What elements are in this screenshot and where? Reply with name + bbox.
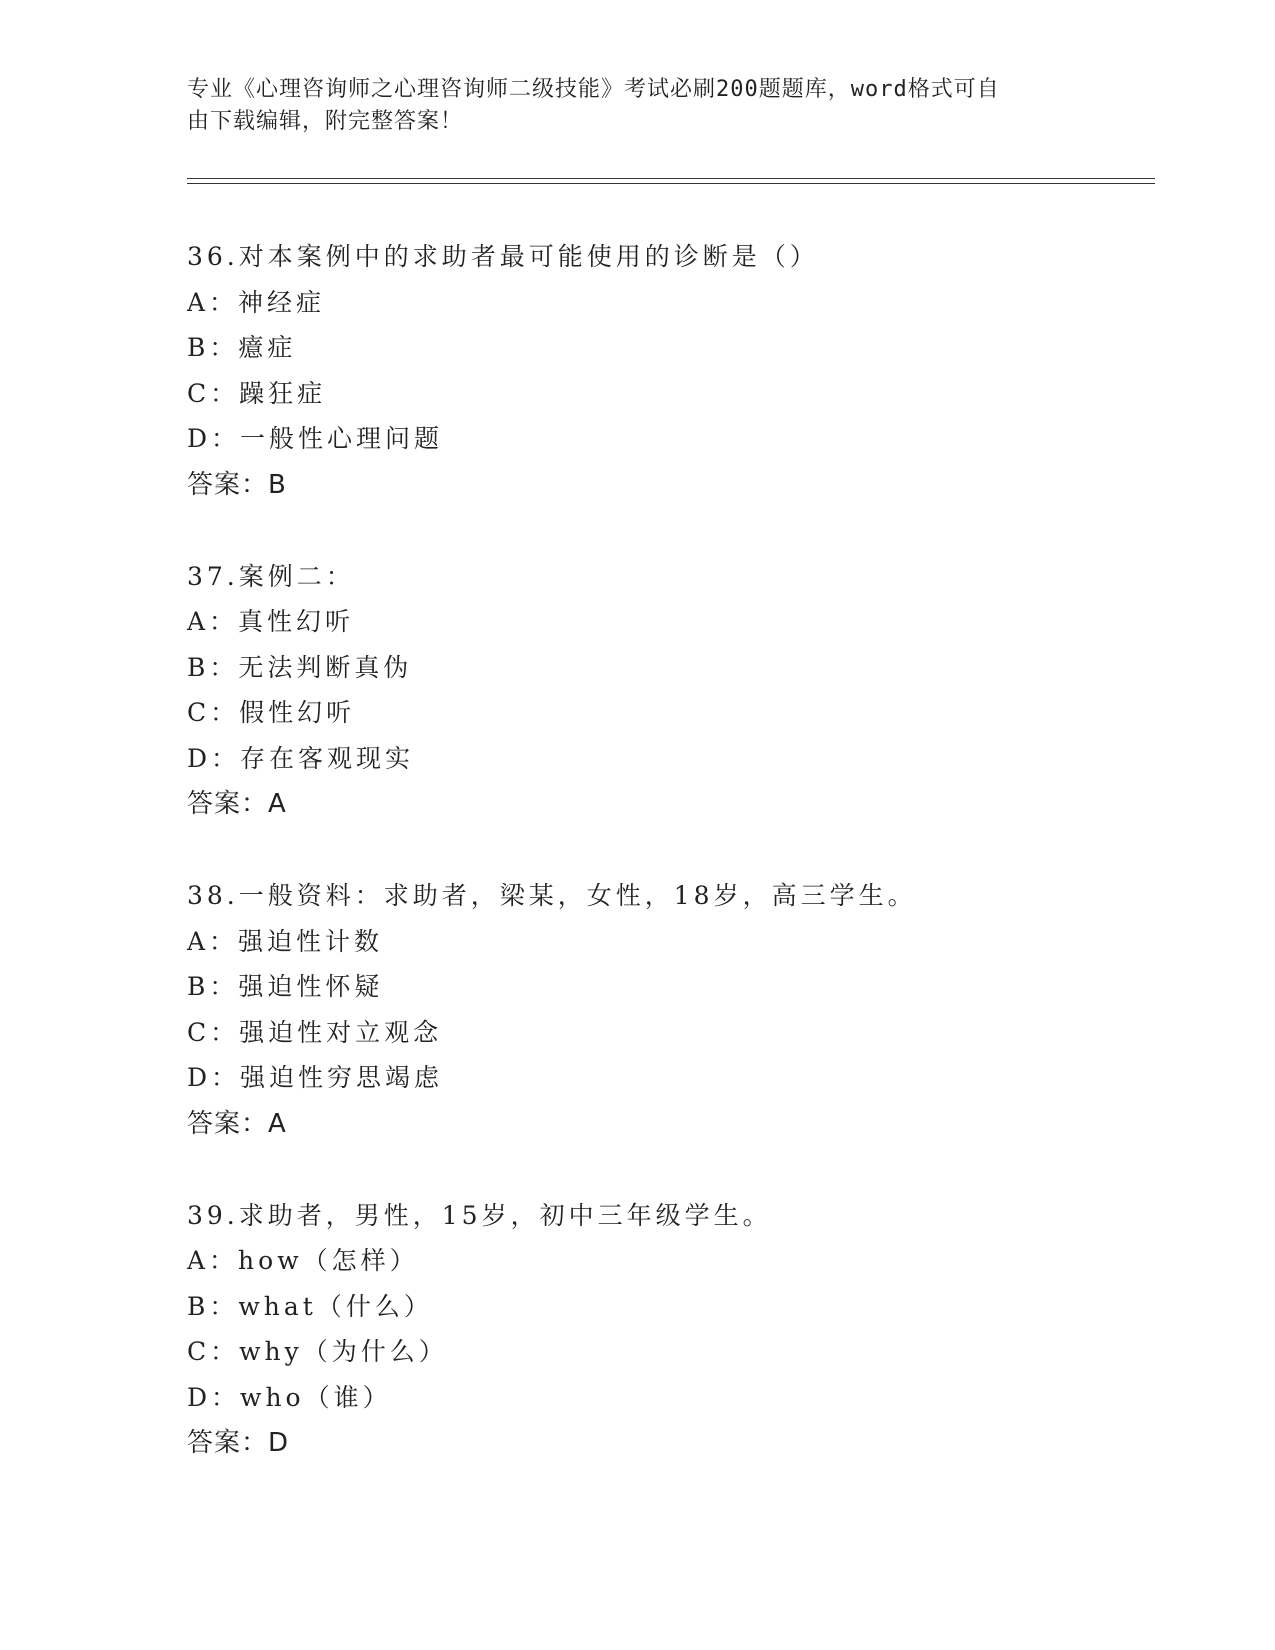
- question-stem: 36.对本案例中的求助者最可能使用的诊断是（）: [187, 242, 819, 271]
- option-b: B：癔症: [187, 333, 297, 362]
- option-b: B：无法判断真伪: [187, 652, 413, 682]
- answer: 答案：A: [187, 1108, 287, 1139]
- header-divider-top: [187, 178, 1155, 179]
- option-c: C：躁狂症: [187, 378, 327, 408]
- option-a: A：强迫性计数: [187, 926, 384, 956]
- answer: 答案：D: [187, 1428, 290, 1458]
- option-d: D：存在客观现实: [187, 743, 415, 773]
- header-divider-bottom: [187, 183, 1155, 184]
- question-38: [187, 873, 1147, 1147]
- document-header: [187, 74, 1067, 138]
- option-a: A：how（怎样）: [187, 1246, 419, 1275]
- question-stem: 39.求助者，男性，15岁，初中三年级学生。: [187, 1200, 772, 1230]
- answer: 答案：A: [187, 789, 287, 819]
- question-37: [187, 554, 1147, 828]
- option-d: D：who（谁）: [187, 1382, 392, 1412]
- question-list: [187, 234, 1147, 1512]
- question-stem: 38.一般资料：求助者，梁某，女性，18岁，高三学生。: [187, 881, 917, 910]
- option-c: C：why（为什么）: [187, 1337, 448, 1366]
- question-36: [187, 234, 1147, 508]
- question-stem: 37.案例二：: [187, 561, 355, 591]
- option-b: B：what（什么）: [187, 1291, 433, 1321]
- option-c: C：强迫性对立观念: [187, 1017, 443, 1047]
- option-a: A：真性幻听: [187, 607, 355, 636]
- option-d: D：一般性心理问题: [187, 424, 444, 453]
- option-a: A：神经症: [187, 287, 326, 317]
- question-39: [187, 1193, 1147, 1467]
- header-line-1: 专业《心理咨询师之心理咨询师二级技能》考试必刷200题题库，word格式可自: [187, 77, 1000, 102]
- option-d: D：强迫性穷思竭虑: [187, 1063, 444, 1092]
- header-line-2: 由下载编辑，附完整答案！: [187, 109, 464, 134]
- answer: 答案：B: [187, 469, 287, 500]
- option-b: B：强迫性怀疑: [187, 972, 384, 1001]
- option-c: C：假性幻听: [187, 698, 356, 727]
